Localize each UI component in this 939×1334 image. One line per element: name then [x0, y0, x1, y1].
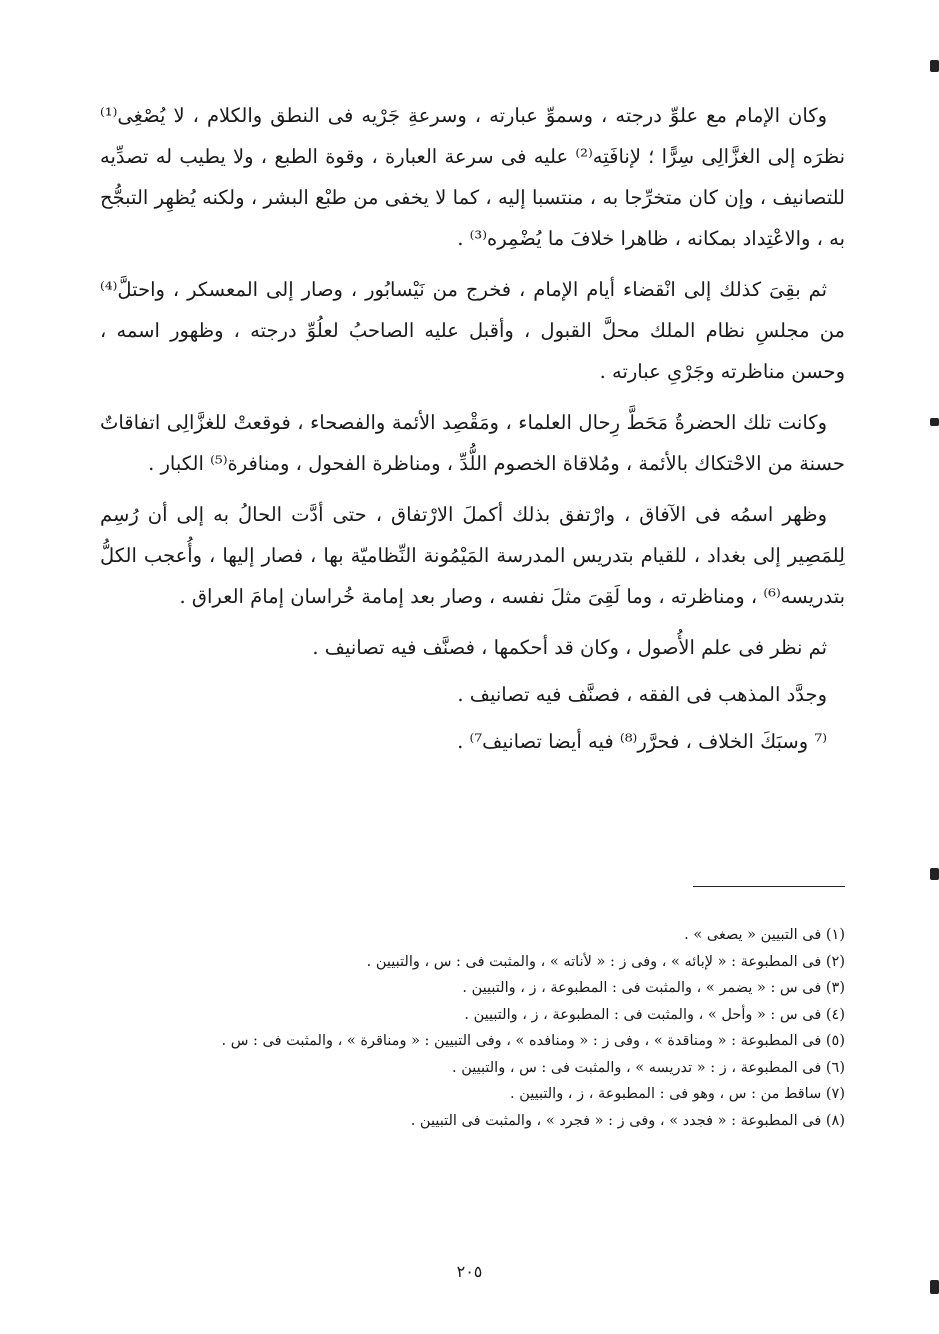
scan-edge-mark — [930, 1280, 939, 1294]
scan-edge-mark — [930, 418, 939, 426]
footnote-4: (٤) فى س : « وأحل » ، والمثبت فى : المطبوعة ، ز ، والتبيين . — [464, 1006, 845, 1023]
paragraph-7: ⁽⁷ وسبَكَ الخلاف ، فحرَّر⁽⁸⁾ فيه أيضا تصانيف⁷⁾ . — [457, 730, 827, 753]
scan-edge-mark — [930, 60, 939, 72]
paragraph-3: وكانت تلك الحضرةُ مَحَطَّ رِحال العلماء ، ومَقْصِد الأئمة والفصحاء ، فوقعتْ للغزَّالِى اتفاقاتٌ حسنة من الاحْتكاك بالأئمة ، ومُلاقاة الخصوم اللُّدِّ ، ومناظرة الفحول ، ومنافرة⁽⁵⁾ الكبار . — [100, 411, 845, 475]
paragraph-1: وكان الإمام مع علوِّ درجته ، وسموِّ عبارته ، وسرعةِ جَرْيه فى النطق والكلام ، لا يُصْغِى⁽¹⁾ نظرَه إلى الغزَّالِى سِرًّا ؛ لإنافَتِه⁽²⁾ عليه فى سرعة العبارة ، وقوة الطبع ، ولا يطيب له تصدِّيه للتصانيف ، وإن كان متخرِّجا به ، منتسبا إليه ، كما لا يخفى من طبْع البشر ، ولكنه يُظهِر التبجُّح به ، والاعْتِداد بمكانه ، ظاهرا خلافَ ما يُضْمِره⁽³⁾ . — [100, 104, 846, 250]
footnote-6: (٦) فى المطبوعة ، ز : « تدريسه » ، والمثبت فى : س ، والتبيين . — [452, 1059, 845, 1076]
footnote-divider — [693, 886, 845, 887]
paragraph-2: ثم بقِىَ كذلك إلى انْقضاء أيام الإمام ، فخرج من نَيْسابُور ، وصار إلى المعسكر ، واحتلَّ⁽⁴⁾ من مجلسِ نظام الملك محلَّ القبول ، وأقبل عليه الصاحبُ لعلُوِّ درجته ، وظهور اسمه ، وحسن مناظرته وجَرْىِ عبارته . — [100, 278, 845, 383]
footnote-5: (٥) فى المطبوعة : « ومناقدة » ، وفى ز : « ومنافده » ، وفى التبيين : « ومناقرة » ، والمثبت فى : س . — [221, 1033, 845, 1049]
footnote-8: (٨) فى المطبوعة : « فجدد » ، وفى ز : « فجرد » ، والمثبت فى التبيين . — [410, 1112, 845, 1129]
main-text — [100, 95, 845, 762]
footnote-7: (٧) ساقط من : س ، وهو فى : المطبوعة ، ز ، والتبيين . — [509, 1086, 845, 1102]
footnote-1: (١) فى التبيين « يصغى » . — [684, 927, 845, 943]
paragraph-4: وظهر اسمُه فى الآفاق ، وارْتفق بذلك أكملَ الارْتفاق ، حتى أدَّت الحالُ به إلى أن رُسِم لِلمَصِير إلى بغداد ، للقيام بتدريس المدرسة المَيْمُونة النِّظاميّة بها ، فصار إليها ، وأُعجب الكلُّ بتدريسه⁽⁶⁾ ، ومناظرته ، وما لَقِىَ مثلَ نفسه ، وصار بعد إمامة خُراسان إمامَ العراق . — [100, 503, 845, 608]
page-number: ٢٠٥ — [456, 1262, 483, 1281]
paragraph-5: ثم نظر فى علم الأُصول ، وكان قد أحكمها ، فصنَّف فيه تصانيف . — [312, 636, 827, 659]
footnotes — [85, 922, 845, 1134]
scan-edge-mark — [930, 868, 939, 880]
paragraph-6: وجدَّد المذهب فى الفقه ، فصنَّف فيه تصانيف . — [457, 683, 827, 706]
footnote-3: (٣) فى س : « يضمر » ، والمثبت فى : المطبوعة ، ز ، والتبيين . — [462, 980, 845, 996]
footnote-2: (٢) فى المطبوعة : « لإبائه » ، وفى ز : « لأناته » ، والمثبت فى : س ، والتبيين . — [366, 953, 845, 970]
